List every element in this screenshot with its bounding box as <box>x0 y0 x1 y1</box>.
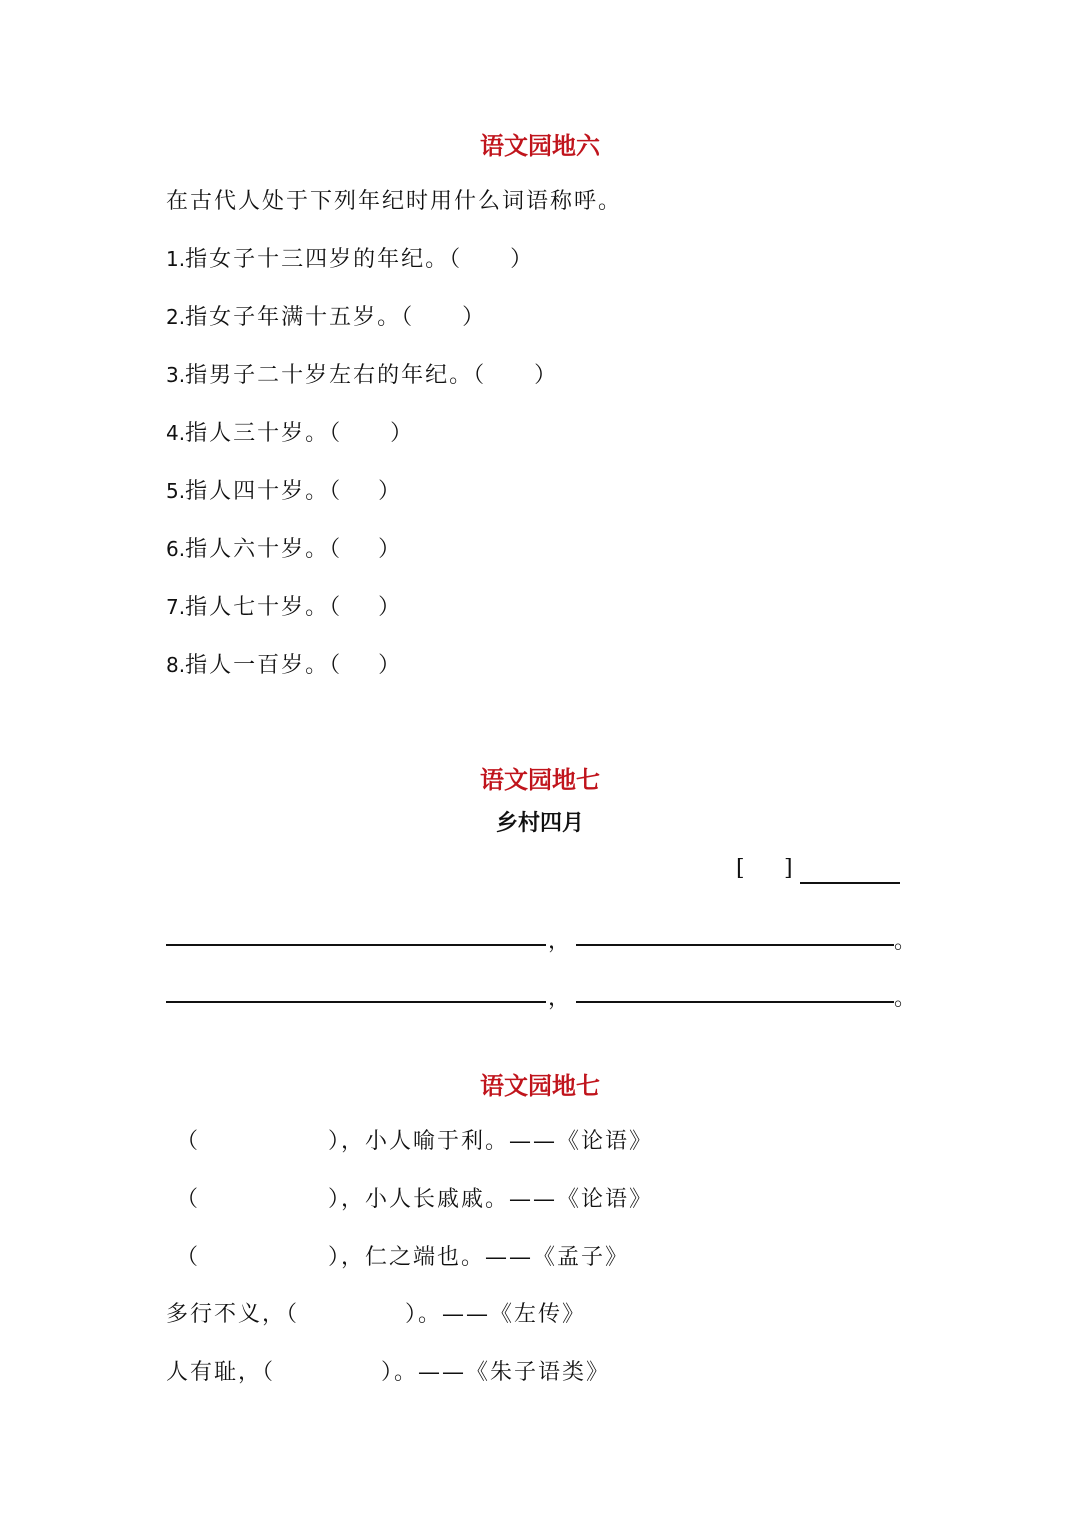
poem-comma: ， <box>548 986 571 1011</box>
quote-open: 人有耻，（ <box>166 1360 276 1385</box>
question-text: 指人四十岁。（ <box>185 479 343 504</box>
quote-open: 多行不义，（ <box>166 1302 300 1327</box>
question-text: 指人六十岁。（ <box>185 537 343 562</box>
question-4 <box>166 416 414 447</box>
section-7b-title: 语文园地七 <box>480 1072 600 1100</box>
quote-open: （ <box>176 1245 201 1270</box>
question-number: 3. <box>166 363 186 387</box>
close-paren: ） <box>534 363 559 388</box>
author-blank[interactable] <box>800 882 900 884</box>
quote-open: （ <box>176 1129 201 1154</box>
section-7-title: 语文园地七 <box>480 766 600 794</box>
poem-comma: ， <box>548 929 571 954</box>
question-text: 指人三十岁。（ <box>185 421 343 446</box>
question-text: 指女子年满十五岁。（ <box>185 305 415 330</box>
close-paren: ） <box>378 653 403 678</box>
question-number: 4. <box>166 421 186 445</box>
question-number: 8. <box>166 653 186 677</box>
quote-2 <box>176 1182 653 1213</box>
poem-line-2-blank[interactable] <box>576 944 894 946</box>
poem-line-3-blank[interactable] <box>166 1001 546 1003</box>
quote-rest: ），仁之端也。——《孟子》 <box>328 1245 630 1270</box>
question-3 <box>166 358 558 389</box>
quote-1 <box>176 1124 653 1155</box>
close-paren: ） <box>378 595 403 620</box>
dynasty-bracket-close: ] <box>784 856 793 881</box>
section-6-title: 语文园地六 <box>480 132 600 160</box>
quote-rest: ）。——《朱子语类》 <box>381 1360 611 1385</box>
question-7 <box>166 590 402 621</box>
quote-rest: ），小人长戚戚。——《论语》 <box>328 1187 654 1212</box>
question-5 <box>166 474 402 505</box>
poem-line-4-blank[interactable] <box>576 1001 894 1003</box>
quote-3 <box>176 1240 629 1271</box>
question-number: 7. <box>166 595 186 619</box>
section-6-instruction: 在古代人处于下列年纪时用什么词语称呼。 <box>166 189 623 214</box>
question-2 <box>166 300 486 331</box>
question-number: 5. <box>166 479 186 503</box>
dynasty-bracket-open: [ <box>736 856 745 881</box>
question-1 <box>166 242 534 273</box>
question-text: 指男子二十岁左右的年纪。（ <box>185 363 487 388</box>
quote-5 <box>166 1355 610 1386</box>
close-paren: ） <box>378 537 403 562</box>
quote-rest: ）。——《左传》 <box>405 1302 587 1327</box>
question-6 <box>166 532 402 563</box>
question-number: 1. <box>166 247 186 271</box>
question-text: 指人七十岁。（ <box>185 595 343 620</box>
close-paren: ） <box>378 479 403 504</box>
question-text: 指人一百岁。（ <box>185 653 343 678</box>
question-number: 6. <box>166 537 186 561</box>
close-paren: ） <box>462 305 487 330</box>
poem-period: 。 <box>894 986 917 1011</box>
close-paren: ） <box>390 421 415 446</box>
question-text: 指女子十三四岁的年纪。（ <box>185 247 463 272</box>
question-number: 2. <box>166 305 186 329</box>
quote-open: （ <box>176 1187 201 1212</box>
poem-period: 。 <box>894 929 917 954</box>
quote-rest: ），小人喻于利。——《论语》 <box>328 1129 654 1154</box>
close-paren: ） <box>510 247 535 272</box>
quote-4 <box>166 1297 586 1328</box>
poem-line-1-blank[interactable] <box>166 944 546 946</box>
question-8 <box>166 648 402 679</box>
poem-title: 乡村四月 <box>495 811 584 836</box>
